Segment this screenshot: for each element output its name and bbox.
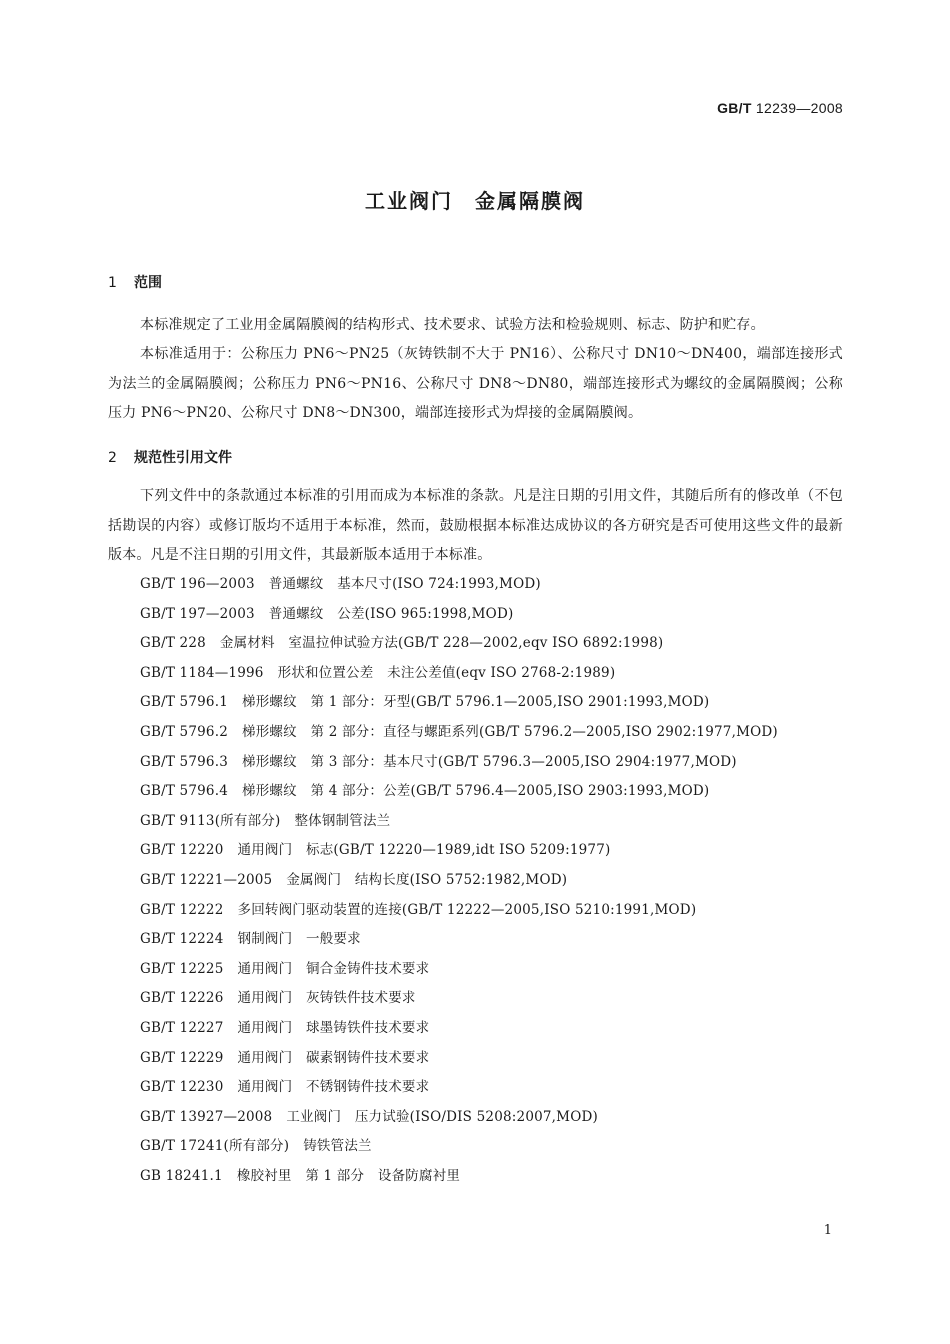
reference-title: 金属材料 室温拉伸试验方法(GB/T 228—2002,eqv ISO 6892:1998) bbox=[219, 635, 664, 652]
reference-item bbox=[108, 570, 843, 600]
reference-item bbox=[108, 629, 843, 659]
section-title: 范围 bbox=[134, 275, 162, 291]
reference-code: GB/T 12220 bbox=[140, 842, 224, 859]
section-heading-normative-references bbox=[108, 447, 232, 467]
section-title: 规范性引用文件 bbox=[134, 450, 232, 466]
standard-prefix: GB/T bbox=[717, 100, 752, 116]
reference-code: GB/T 12224 bbox=[140, 931, 224, 948]
reference-code: GB/T 13927—2008 bbox=[140, 1108, 273, 1125]
reference-code: GB/T 12229 bbox=[140, 1049, 224, 1066]
reference-item bbox=[108, 836, 843, 866]
page-title: 工业阀门 金属隔膜阀 bbox=[365, 189, 585, 213]
reference-title: 梯形螺纹 第 1 部分：牙型(GB/T 5796.1—2005,ISO 2901:1993,MOD) bbox=[242, 694, 710, 711]
reference-title: 通用阀门 碳素钢铸件技术要求 bbox=[237, 1049, 430, 1066]
reference-code: GB/T 5796.1 bbox=[140, 694, 228, 711]
reference-item bbox=[108, 896, 843, 926]
reference-title: 梯形螺纹 第 4 部分：公差(GB/T 5796.4—2005,ISO 2903:1993,MOD) bbox=[242, 783, 710, 800]
reference-code: GB/T 12230 bbox=[140, 1079, 224, 1096]
reference-code: GB/T 12225 bbox=[140, 960, 224, 977]
reference-code: GB 18241.1 bbox=[140, 1167, 223, 1184]
reference-title: 通用阀门 灰铸铁件技术要求 bbox=[237, 990, 416, 1007]
reference-item bbox=[108, 1044, 843, 1074]
reference-title: 金属阀门 结构长度(ISO 5752:1982,MOD) bbox=[286, 871, 568, 888]
reference-item bbox=[108, 748, 843, 778]
reference-title: 梯形螺纹 第 3 部分：基本尺寸(GB/T 5796.3—2005,ISO 2904:1977,MOD) bbox=[242, 753, 737, 770]
section-heading-scope bbox=[108, 272, 162, 292]
reference-code: GB/T 5796.2 bbox=[140, 723, 228, 740]
reference-code: GB/T 5796.3 bbox=[140, 753, 228, 770]
reference-item bbox=[108, 925, 843, 955]
reference-code: GB/T 196—2003 bbox=[140, 576, 255, 592]
reference-item bbox=[108, 600, 843, 630]
reference-item bbox=[108, 1132, 843, 1162]
reference-code: GB/T 1184—1996 bbox=[140, 664, 264, 681]
reference-code: GB/T 228 bbox=[140, 635, 206, 652]
standard-code: 12239—2008 bbox=[755, 100, 843, 116]
reference-item bbox=[108, 688, 843, 718]
section-number: 1 bbox=[108, 275, 117, 291]
reference-list bbox=[108, 570, 843, 1191]
reference-item bbox=[108, 1103, 843, 1133]
reference-code: GB/T 12221—2005 bbox=[140, 871, 273, 888]
reference-title: 梯形螺纹 第 2 部分：直径与螺距系列(GB/T 5796.2—2005,ISO 2902:1977,MOD) bbox=[242, 723, 778, 740]
reference-item bbox=[108, 984, 843, 1014]
reference-title: 工业阀门 压力试验(ISO/DIS 5208:2007,MOD) bbox=[286, 1108, 598, 1125]
reference-code: GB/T 5796.4 bbox=[140, 783, 228, 800]
reference-title: 橡胶衬里 第 1 部分 设备防腐衬里 bbox=[236, 1167, 461, 1184]
reference-code: GB/T 12222 bbox=[140, 901, 224, 918]
reference-item bbox=[108, 1162, 843, 1192]
reference-code: GB/T 12226 bbox=[140, 990, 224, 1007]
reference-title: 普通螺纹 基本尺寸(ISO 724:1993,MOD) bbox=[268, 576, 541, 592]
page-number: 1 bbox=[823, 1223, 832, 1238]
reference-item bbox=[108, 1014, 843, 1044]
reference-item bbox=[108, 866, 843, 896]
section-number: 2 bbox=[108, 450, 117, 466]
reference-code: GB/T 12227 bbox=[140, 1019, 224, 1036]
reference-item bbox=[108, 718, 843, 748]
reference-item bbox=[108, 955, 843, 985]
reference-title: 铸铁管法兰 bbox=[303, 1138, 372, 1155]
reference-title: 通用阀门 铜合金铸件技术要求 bbox=[237, 960, 430, 977]
reference-code: GB/T 9113(所有部分) bbox=[140, 812, 281, 829]
reference-item bbox=[108, 777, 843, 807]
scope-paragraph-2: 本标准适用于：公称压力 PN6～PN25（灰铸铁制不大于 PN16）、公称尺寸 DN10～DN400，端部连接形式为法兰的金属隔膜阀；公称压力 PN6～PN16、公称尺寸 DN8～DN80，端部连接形式为螺纹的金属隔膜阀；公称压力 PN6～PN20、公称尺寸 DN8～DN300，端部连接形式为焊接的金属隔膜阀。 bbox=[108, 346, 843, 421]
reference-title: 普通螺纹 公差(ISO 965:1998,MOD) bbox=[268, 605, 514, 622]
reference-item bbox=[108, 807, 843, 837]
reference-item bbox=[108, 1073, 843, 1103]
reference-title: 通用阀门 不锈钢铸件技术要求 bbox=[237, 1079, 430, 1096]
reference-title: 钢制阀门 一般要求 bbox=[237, 931, 361, 948]
reference-title: 通用阀门 标志(GB/T 12220—1989,idt ISO 5209:1977) bbox=[237, 842, 611, 859]
reference-title: 整体钢制管法兰 bbox=[294, 812, 391, 829]
reference-code: GB/T 197—2003 bbox=[140, 605, 255, 622]
standard-number bbox=[717, 100, 843, 116]
reference-title: 通用阀门 球墨铸铁件技术要求 bbox=[237, 1019, 430, 1036]
references-intro-paragraph: 下列文件中的条款通过本标准的引用而成为本标准的条款。凡是注日期的引用文件，其随后所有的修改单（不包括勘误的内容）或修订版均不适用于本标准，然而，鼓励根据本标准达成协议的各方研究是否可使用这些文件的最新版本。凡是不注日期的引用文件，其最新版本适用于本标准。 bbox=[108, 488, 843, 563]
reference-title: 多回转阀门驱动装置的连接(GB/T 12222—2005,ISO 5210:1991,MOD) bbox=[237, 901, 697, 918]
reference-item bbox=[108, 659, 843, 689]
reference-title: 形状和位置公差 未注公差值(eqv ISO 2768-2:1989) bbox=[277, 664, 616, 681]
scope-paragraph-1: 本标准规定了工业用金属隔膜阀的结构形式、技术要求、试验方法和检验规则、标志、防护和贮存。 bbox=[140, 317, 765, 333]
reference-code: GB/T 17241(所有部分) bbox=[140, 1138, 290, 1155]
